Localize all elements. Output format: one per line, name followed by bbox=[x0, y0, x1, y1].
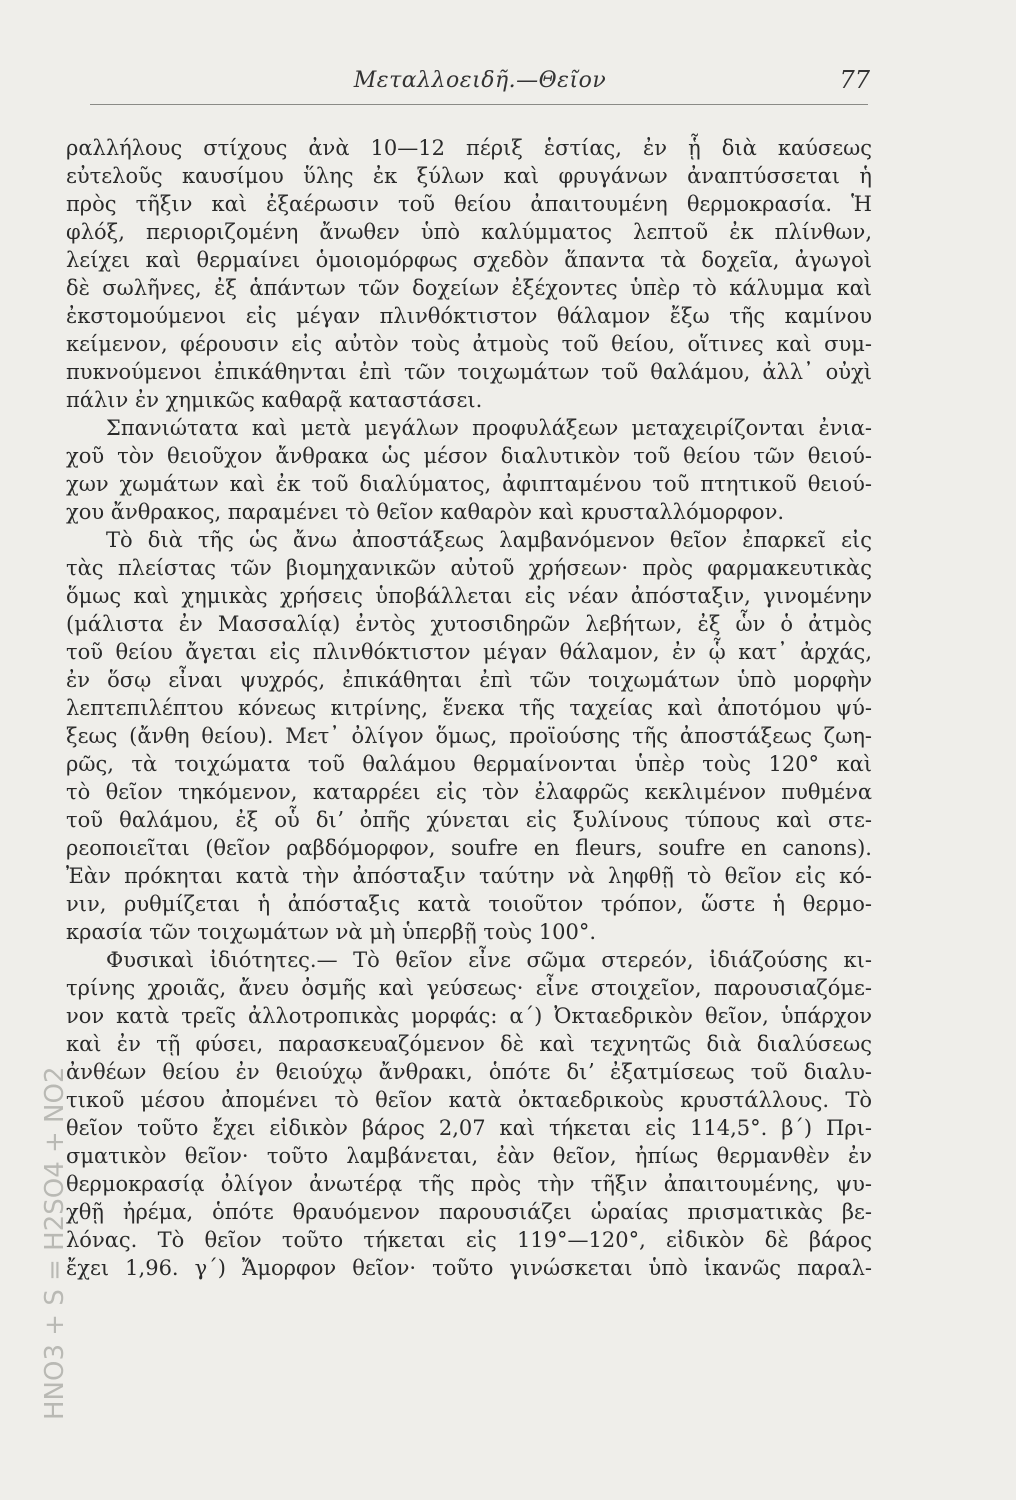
text-line: θεῖον τοῦτο ἔχει εἰδικὸν βάρος 2,07 καὶ τήκεται εἰς 114,5°. β΄) Πρι- bbox=[66, 1116, 872, 1140]
text-line: Ἐὰν πρόκηται κατὰ τὴν ἀπόσταξιν ταύτην νὰ ληφθῇ τὸ θεῖον εἰς κό- bbox=[66, 864, 872, 888]
header-rule bbox=[90, 104, 868, 105]
text-line: δὲ σωλῆνες, ἐξ ἁπάντων τῶν δοχείων ἐξέχοντες ὑπὲρ τὸ κάλυμμα καὶ bbox=[66, 276, 872, 300]
text-line: νιν, ρυθμίζεται ἡ ἀπόσταξις κατὰ τοιοῦτον τρόπον, ὥστε ἡ θερμο- bbox=[66, 892, 872, 916]
text-line: τικοῦ μέσου ἀπομένει τὸ θεῖον κατὰ ὀκταεδρικοὺς κρυστάλλους. Τὸ bbox=[66, 1088, 872, 1112]
text-line: ρεοποιεῖται (θεῖον ραβδόμορφον, soufre en fleurs, soufre en canons). bbox=[66, 836, 872, 860]
text-line: εὐτελοῦς καυσίμου ὕλης ἐκ ξύλων καὶ φρυγάνων ἀναπτύσσεται ἡ bbox=[66, 164, 872, 188]
text-line: ὅμως καὶ χημικὰς χρήσεις ὑποβάλλεται εἰς νέαν ἀπόσταξιν, γινομένην bbox=[66, 584, 872, 608]
text-line: πυκνούμενοι ἐπικάθηνται ἐπὶ τῶν τοιχωμάτων τοῦ θαλάμου, ἀλλ᾿ οὐχὶ bbox=[66, 360, 872, 384]
text-line: τὰς πλείστας τῶν βιομηχανικῶν αὐτοῦ χρήσεων· πρὸς φαρμακευτικὰς bbox=[66, 556, 872, 580]
text-line: τοῦ θείου ἄγεται εἰς πλινθόκτιστον μέγαν θάλαμον, ἐν ᾧ κατ᾿ ἀρχάς, bbox=[66, 640, 872, 664]
text-line: τοῦ θαλάμου, ἐξ οὗ διʼ ὀπῆς χύνεται εἰς ξυλίνους τύπους καὶ στε- bbox=[66, 808, 872, 832]
text-line: λείχει καὶ θερμαίνει ὁμοιομόρφως σχεδὸν ἅπαντα τὰ δοχεῖα, ἀγωγοὶ bbox=[66, 248, 872, 272]
text-line: ἐν ὅσῳ εἶναι ψυχρός, ἐπικάθηται ἐπὶ τῶν τοιχωμάτων ὑπὸ μορφὴν bbox=[66, 668, 872, 692]
text-line: Τὸ διὰ τῆς ὡς ἄνω ἀποστάξεως λαμβανόμενον θεῖον ἐπαρκεῖ εἰς bbox=[106, 528, 872, 552]
text-line: Φυσικαὶ ἰδιότητες.— Τὸ θεῖον εἶνε σῶμα στερεόν, ἰδιάζούσης κι- bbox=[106, 948, 872, 972]
page-number: 77 bbox=[839, 66, 870, 94]
text-line: καὶ ἐν τῇ φύσει, παρασκευαζόμενον δὲ καὶ τεχνητῶς διὰ διαλύσεως bbox=[66, 1032, 872, 1056]
text-line: χων χωμάτων καὶ ἐκ τοῦ διαλύματος, ἀφιπταμένου τοῦ πτητικοῦ θειού- bbox=[66, 472, 872, 496]
text-line: ἔχει 1,96. γ΄) Ἄμορφον θεῖον· τοῦτο γινώσκεται ὑπὸ ἱκανῶς παραλ- bbox=[66, 1256, 872, 1280]
text-line: ἐκστομούμενοι εἰς μέγαν πλινθόκτιστον θάλαμον ἔξω τῆς καμίνου bbox=[66, 304, 872, 328]
text-line: ραλλήλους στίχους ἀνὰ 10—12 πέριξ ἑστίας, ἐν ᾗ διὰ καύσεως bbox=[66, 136, 872, 160]
text-line: κρασία τῶν τοιχωμάτων νὰ μὴ ὑπερβῇ τοὺς 100°. bbox=[66, 920, 597, 944]
text-line: ρῶς, τὰ τοιχώματα τοῦ θαλάμου θερμαίνονται ὑπὲρ τοὺς 120° καὶ bbox=[66, 752, 872, 776]
text-line: θερμοκρασίᾳ ὀλίγον ἀνωτέρᾳ τῆς πρὸς τὴν τῆξιν ἀπαιτουμένης, ψυ- bbox=[66, 1172, 872, 1196]
text-line: τρίνης χροιᾶς, ἄνευ ὀσμῆς καὶ γεύσεως· εἶνε στοιχεῖον, παρουσιαζόμε- bbox=[66, 976, 872, 1000]
page-header bbox=[90, 68, 870, 102]
text-line: τὸ θεῖον τηκόμενον, καταρρέει εἰς τὸν ἐλαφρῶς κεκλιμένον πυθμένα bbox=[66, 780, 872, 804]
text-line: πρὸς τῆξιν καὶ ἐξαέρωσιν τοῦ θείου ἀπαιτουμένη θερμοκρασία. Ἡ bbox=[66, 192, 872, 216]
text-line: χου ἄνθρακος, παραμένει τὸ θεῖον καθαρὸν καὶ κρυσταλλόμορφον. bbox=[66, 500, 785, 524]
text-line: (μάλιστα ἐν Μασσαλίᾳ) ἐντὸς χυτοσιδηρῶν λεβήτων, ἐξ ὧν ὁ ἀτμὸς bbox=[66, 612, 872, 636]
text-line: χθῇ ἠρέμα, ὁπότε θραυόμενον παρουσιάζει ὡραίας πρισματικὰς βε- bbox=[66, 1200, 872, 1224]
text-line: φλόξ, περιοριζομένη ἄνωθεν ὑπὸ καλύμματος λεπτοῦ ἐκ πλίνθων, bbox=[66, 220, 872, 244]
margin-note-text: HNO3 + S = H2SO4 + NO2 bbox=[40, 1066, 70, 1420]
text-line: λεπτεπιλέπτου κόνεως κιτρίνης, ἕνεκα τῆς ταχείας καὶ ἀποτόμου ψύ- bbox=[66, 696, 872, 720]
text-line: Σπανιώτατα καὶ μετὰ μεγάλων προφυλάξεων μεταχειρίζονται ἐνια- bbox=[106, 416, 872, 440]
text-line: πάλιν ἐν χημικῶς καθαρᾷ καταστάσει. bbox=[66, 388, 483, 412]
text-line: κείμενον, φέρουσιν εἰς αὐτὸν τοὺς ἀτμοὺς τοῦ θείου, οἵτινες καὶ συμ- bbox=[66, 332, 872, 356]
text-line: νον κατὰ τρεῖς ἀλλοτροπικὰς μορφάς: α΄) Ὀκταεδρικὸν θεῖον, ὑπάρχον bbox=[66, 1004, 872, 1028]
text-line: ξεως (ἄνθη θείου). Μετ᾿ ὀλίγον ὅμως, προϊούσης τῆς ἀποστάξεως ζωη- bbox=[66, 724, 872, 748]
text-line: χοῦ τὸν θειοῦχον ἄνθρακα ὡς μέσον διαλυτικὸν τοῦ θείου τῶν θειού- bbox=[66, 444, 872, 468]
text-line: σματικὸν θεῖον· τοῦτο λαμβάνεται, ἐὰν θεῖον, ἠπίως θερμανθὲν ἐν bbox=[66, 1144, 872, 1168]
running-title: Μεταλλοειδῆ.—Θεῖον bbox=[353, 68, 607, 93]
body-text bbox=[66, 134, 872, 1282]
text-line: ἀνθέων θείου ἐν θειούχῳ ἄνθρακι, ὁπότε διʼ ἐξατμίσεως τοῦ διαλυ- bbox=[66, 1060, 872, 1084]
margin-handwritten-note bbox=[6, 700, 70, 1420]
text-line: λόνας. Τὸ θεῖον τοῦτο τήκεται εἰς 119°—120°, εἰδικὸν δὲ βάρος bbox=[66, 1228, 872, 1252]
